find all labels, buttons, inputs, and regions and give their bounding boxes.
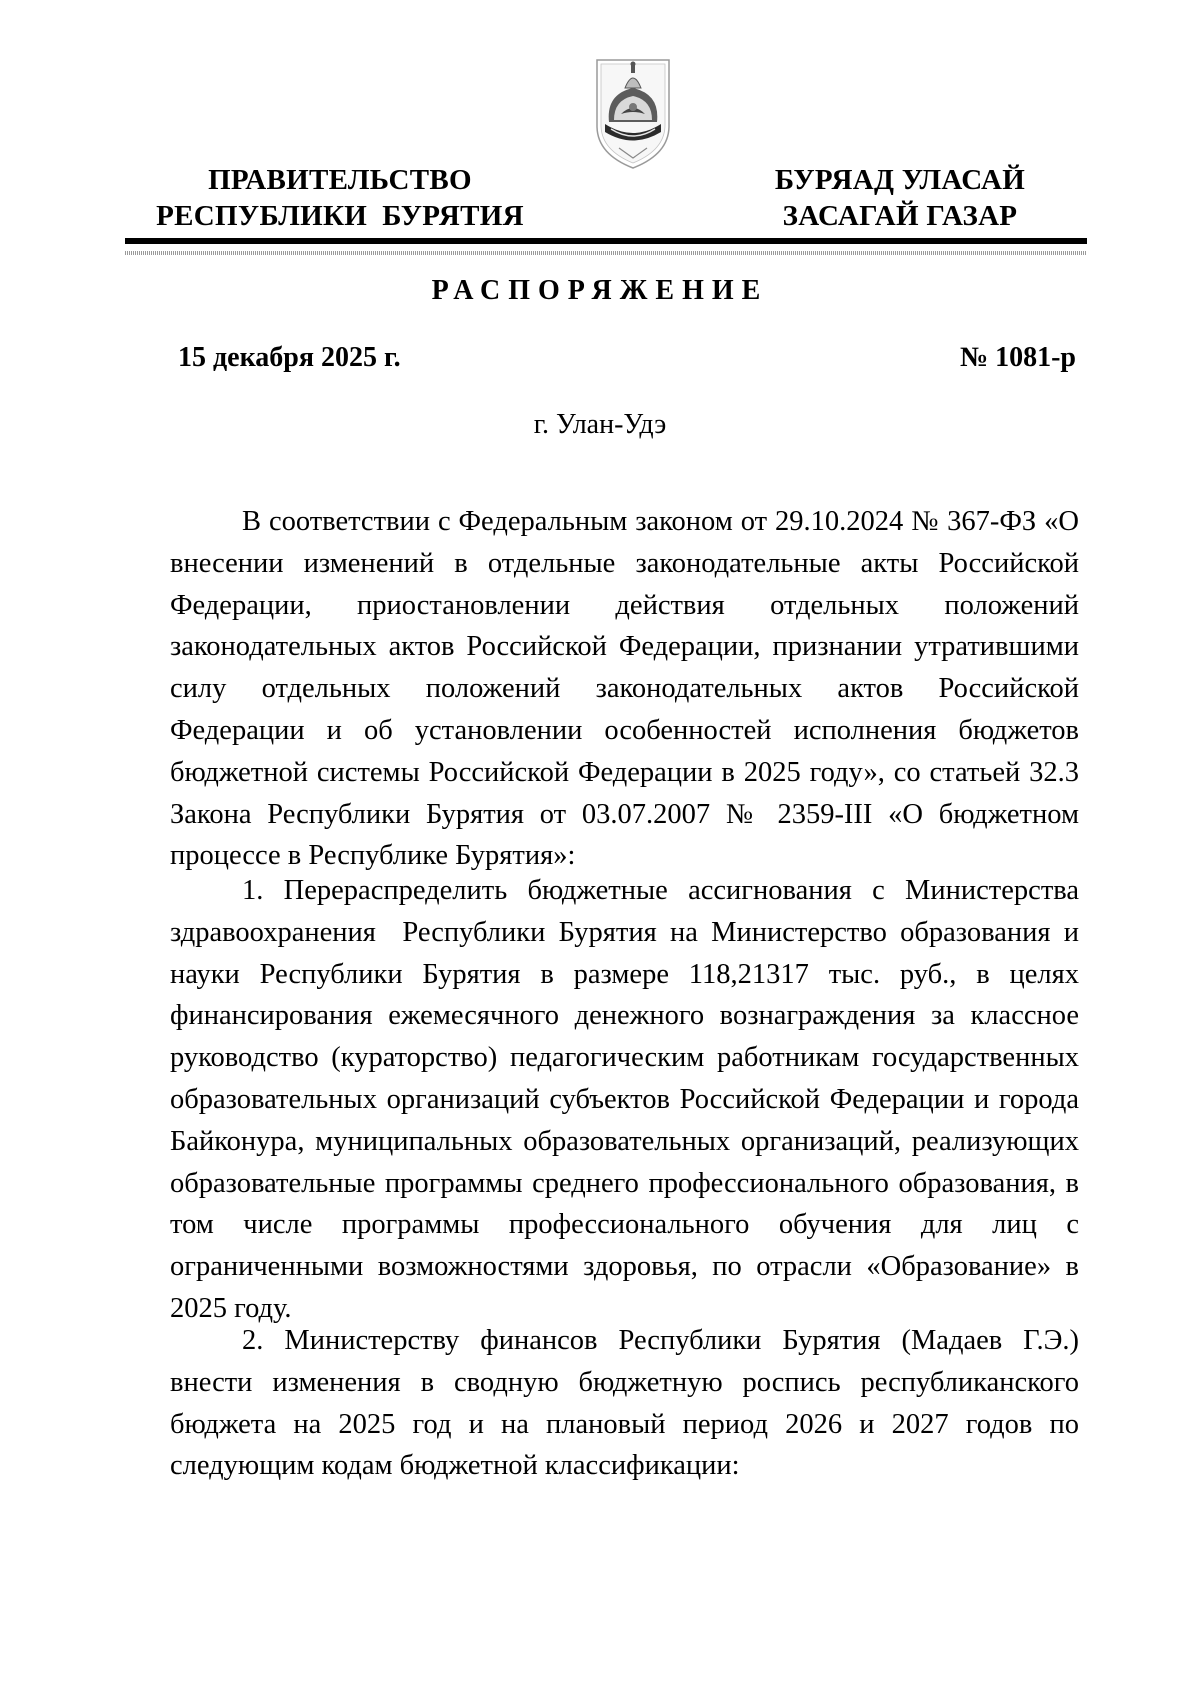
issuer-name-buryat-line2: ЗАСАГАЙ ГАЗАР	[782, 200, 1018, 232]
document-date: 15 декабря 2025 г.	[178, 342, 401, 373]
issuer-name-buryat	[750, 162, 1050, 234]
issuer-name-russian-line2: РЕСПУБЛИКИ БУРЯТИЯ	[156, 200, 524, 232]
clause-1-paragraph: 1. Перераспределить бюджетные ассигнования с Министерства здравоохранения Республики Бурятия на Министерство образования и науки Республики Бурятия в размере 118,21317 тыс. руб., в целях финансирования ежемесячного денежного вознаграждения за классное руководство (кураторство) педагогическим работникам государственных образовательных организаций субъектов Российской Федерации и города Байконура, муниципальных образовательных организаций, реализующих образовательные программы среднего профессионального образования, в том числе программы профессионального обучения для лиц с ограниченными возможностями здоровья, по отрасли «Образование» в 2025 году.	[170, 875, 1087, 1324]
coat-of-arms-icon	[591, 56, 675, 172]
issuer-name-russian	[150, 162, 530, 234]
issuer-name-russian-line1: ПРАВИТЕЛЬСТВО	[208, 164, 472, 196]
header-divider-thick	[125, 238, 1087, 244]
preamble-paragraph: В соответствии с Федеральным законом от 29.10.2024 № 367-ФЗ «О внесении изменений в отдельные законодательные акты Российской Федерации, приостановлении действия отдельных положений законодательных актов Российской Федерации, признании утратившими силу отдельных положений законодательных актов Российской Федерации и об установлении особенностей исполнения бюджетов бюджетной системы Российской Федерации в 2025 году», со статьей 32.3 Закона Республики Бурятия от 03.07.2007 № 2359-III «О бюджетном процессе в Республике Бурятия»:	[170, 506, 1079, 872]
document-title: РАСПОРЯЖЕНИЕ	[431, 275, 769, 306]
header-divider-thin	[125, 251, 1087, 255]
document-city: г. Улан-Удэ	[533, 409, 667, 440]
issuer-name-buryat-line1: БУРЯАД УЛАСАЙ	[774, 164, 1026, 196]
clause-2-paragraph: 2. Министерству финансов Республики Бурятия (Мадаев Г.Э.) внести изменения в сводную бюджетную роспись республиканского бюджета на 2025 год и на плановый период 2026 и 2027 годов по следующим кодам бюджетной классификации:	[170, 1325, 1079, 1482]
document-number: № 1081-р	[959, 342, 1076, 373]
